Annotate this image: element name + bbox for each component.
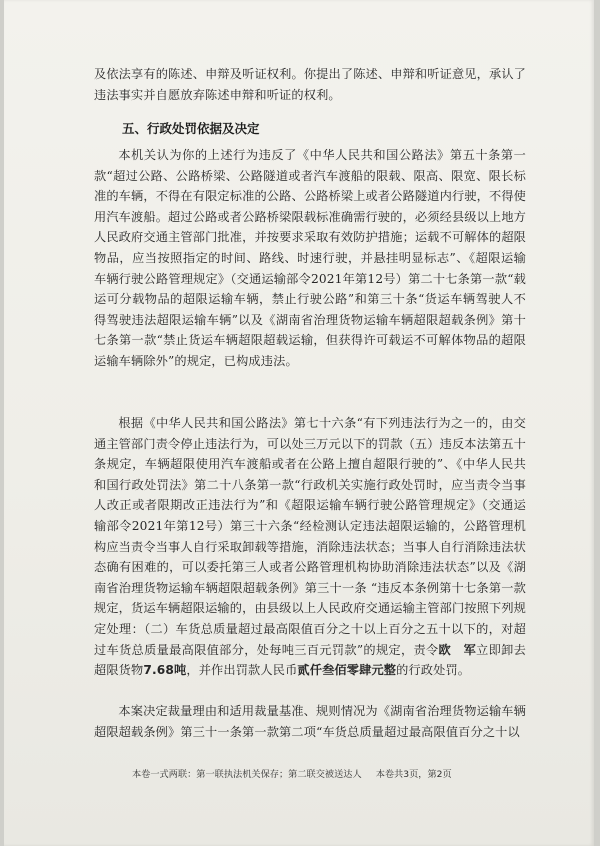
section-heading-penalty-basis: 五、行政处罚依据及决定 [122, 121, 260, 136]
penalty-text-b: 立即卸去超限货物 [94, 642, 526, 678]
footer-page-count: 本卷共3页，第2页 [375, 769, 452, 780]
footer-copies: 本卷一式两联：第一联执法机关保存；第二联交被送达人 [132, 769, 362, 780]
party-name: 欧 军 [438, 642, 477, 657]
paragraph-discretion: 本案决定裁量理由和适用裁量基准、规则情况为《湖南省治理货物运输车辆超限超载条例》第三十一条第一款第二项“车货总质量超过最高限值百分之十以 [94, 704, 526, 739]
overload-tonnage: 7.68吨 [143, 663, 187, 678]
fine-amount: 贰仟叁佰零肆元整 [297, 663, 397, 678]
penalty-text-a: 根据《中华人民共和国公路法》第七十六条“有下列违法行为之一的，由交通主管部门责令停止违法行为，可以处三万元以下的罚款（五）违反本法第五十条规定，车辆超限使用汽车渡船或者在公路上擅自超限行驶的”、《中华人民共和国行政处罚法》第二十八条第一款“行政机关实施行政处罚时，应当责令当事人改正或者限期改正违法行为”和《超限运输车辆行驶公路管理规定》（交通运输部令2021年第12号）第三十六条“经检测认定违法超限运输的，公路管理机构应当责令当事人自行采取卸载等措施，消除违法状态；当事人自行消除违法状态确有困难的，可以委托第三人或者公路管理机构协助消除违法状态”以及《湖南省治理货物运输车辆超限超载条例》第三十一条 “违反本条例第十七条第一款规定，货运车辆超限运输的，由县级以上人民政府交通运输主管部门按照下列规定处理：（二）车货总质量超过最高限值百分之十以上百分之五十以下的，对超过车货总质量最高限值部分，处每吨三百元罚款”的规定，责令 [94, 416, 526, 657]
paragraph-violation-basis: 本机关认为你的上述行为违反了《中华人民共和国公路法》第五十条第一款“超过公路、公路桥梁、公路隧道或者汽车渡船的限载、限高、限宽、限长标准的车辆，不得在有限定标准的公路、公路桥梁上或者公路隧道内行驶，不得使用汽车渡船。超过公路或者公路桥梁限载标准确需行驶的，必须经县级以上地方人民政府交通主管部门批准，并按要求采取有效防护措施；运载不可解体的超限物品，应当按照指定的时间、路线、时速行驶，并悬挂明显标志”、《超限运输车辆行驶公路管理规定》（交通运输部令2021年第12号）第二十七条第一款“载运可分载物品的超限运输车辆，禁止行驶公路”和第三十条“货运车辆驾驶人不得驾驶违法超限运输车辆”以及《湖南省治理货物运输车辆超限超载条例》第十七条第一款“禁止货运车辆超限超载运输，但获得许可载运不可解体物品的超限运输车辆除外”的规定，已构成违法。 [94, 148, 526, 368]
penalty-text-c: ，并作出罚款人民币 [186, 663, 298, 678]
document-page [4, 0, 594, 846]
penalty-text-d: 的行政处罚。 [396, 663, 471, 678]
page-footer [132, 766, 512, 780]
paragraph-penalty-decision [94, 413, 526, 681]
paragraph-rights: 及依法享有的陈述、申辩及听证权利。你提出了陈述、申辩和听证意见，承认了违法事实并自愿放弃陈述申辩和听证的权利。 [94, 67, 526, 102]
